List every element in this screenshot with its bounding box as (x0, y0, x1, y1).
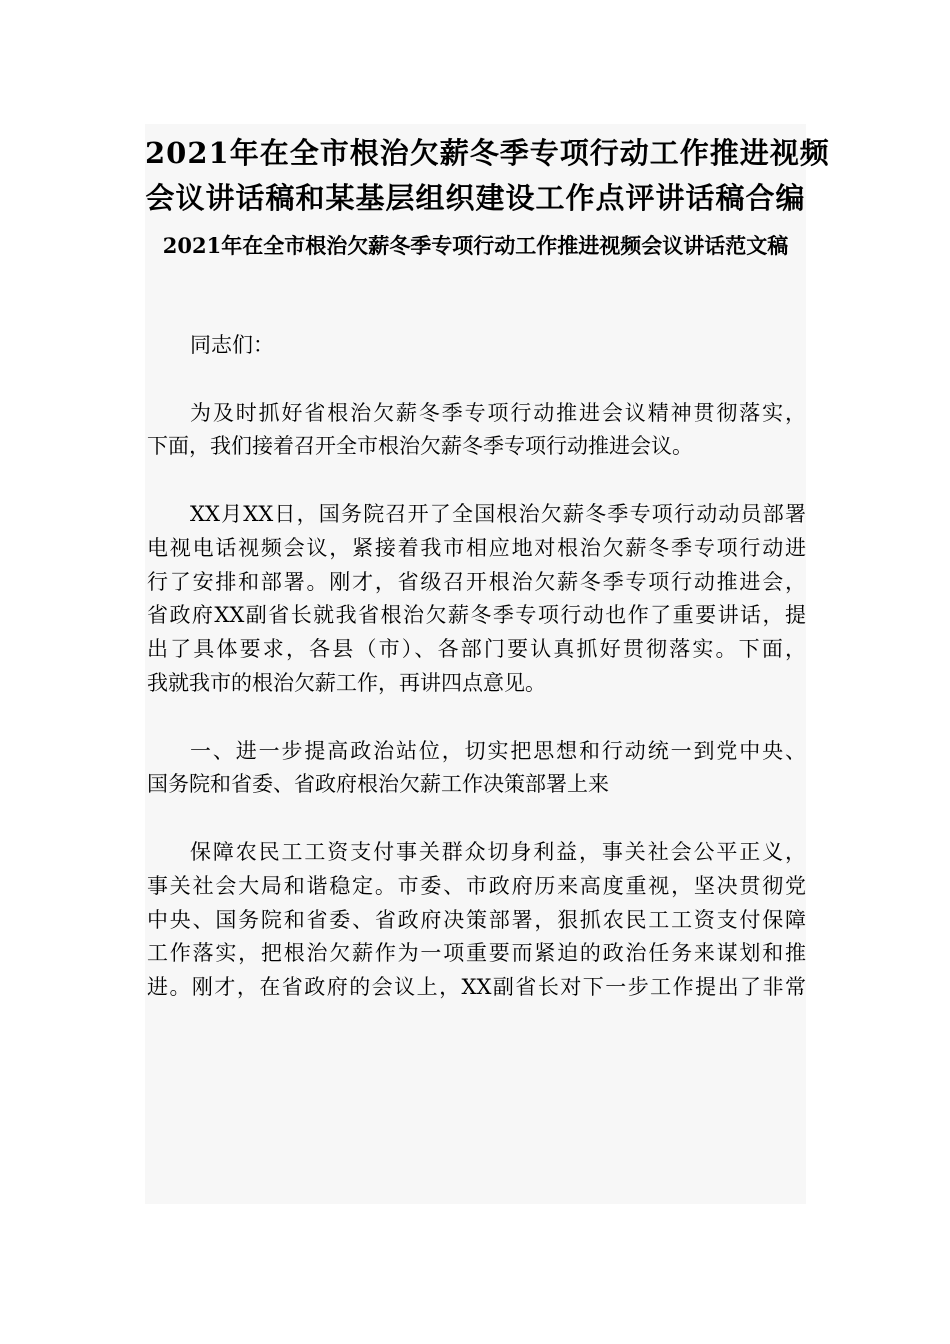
paragraph-line: 下面，我们接着召开全市根治欠薪冬季专项行动推进会议。 (147, 434, 693, 459)
paragraph-line: 进。刚才，在省政府的会议上，XX副省长对下一步工作提出了非常 (147, 975, 806, 1000)
paragraph-line: 电视电话视频会议，紧接着我市相应地对根治欠薪冬季专项行动进 (147, 535, 806, 560)
paragraph-line: 事关社会大局和谐稳定。市委、市政府历来高度重视，坚决贯彻党 (147, 873, 806, 898)
section-heading-1 (147, 735, 806, 803)
document-title-line-1: 2021年在全市根治欠薪冬季专项行动工作推进视频 (145, 136, 830, 170)
paragraph-line: 保障农民工工资支付事关群众切身利益，事关社会公平正义， (190, 839, 806, 864)
paragraph-line: 国务院和省委、省政府根治欠薪工作决策部署上来 (147, 772, 609, 797)
paragraph-spacer (147, 464, 806, 498)
paragraph-line: 我就我市的根治欠薪工作，再讲四点意见。 (147, 670, 546, 695)
paragraph-intro (147, 397, 806, 465)
paragraph-line: 行了安排和部署。刚才，省级召开根治欠薪冬季专项行动推进会， (147, 569, 806, 594)
paragraph-line: XX月XX日，国务院召开了全国根治欠薪冬季专项行动动员部署 (190, 501, 806, 526)
document-subtitle: 2021年在全市根治欠薪冬季专项行动工作推进视频会议讲话范文稿 (162, 233, 789, 258)
paragraph-line: 为及时抓好省根治欠薪冬季专项行动推进会议精神贯彻落实， (190, 400, 806, 425)
paragraph-line: 一、进一步提高政治站位，切实把思想和行动统一到党中央、 (190, 738, 806, 763)
paragraph-spacer (147, 363, 806, 397)
paragraph-section-1-body (147, 836, 806, 1005)
paragraph-spacer (147, 802, 806, 836)
document-title (145, 131, 830, 221)
paragraph-line: 省政府XX副省长就我省根治欠薪冬季专项行动也作了重要讲话，提 (147, 603, 806, 628)
paragraph-greeting (147, 329, 806, 363)
paragraph-line: 出了具体要求，各县（市）、各部门要认真抓好贯彻落实。下面， (147, 637, 806, 662)
document-body (147, 329, 806, 1005)
paragraph-background (147, 498, 806, 701)
paragraph-line: 中央、国务院和省委、省政府决策部署，狠抓农民工工资支付保障 (147, 907, 806, 932)
paragraph-line: 同志们： (190, 333, 274, 357)
document-title-line-2: 会议讲话稿和某基层组织建设工作点评讲话稿合编 (145, 181, 806, 215)
paragraph-spacer (147, 701, 806, 735)
paragraph-line: 工作落实，把根治欠薪作为一项重要而紧迫的政治任务来谋划和推 (147, 941, 806, 966)
